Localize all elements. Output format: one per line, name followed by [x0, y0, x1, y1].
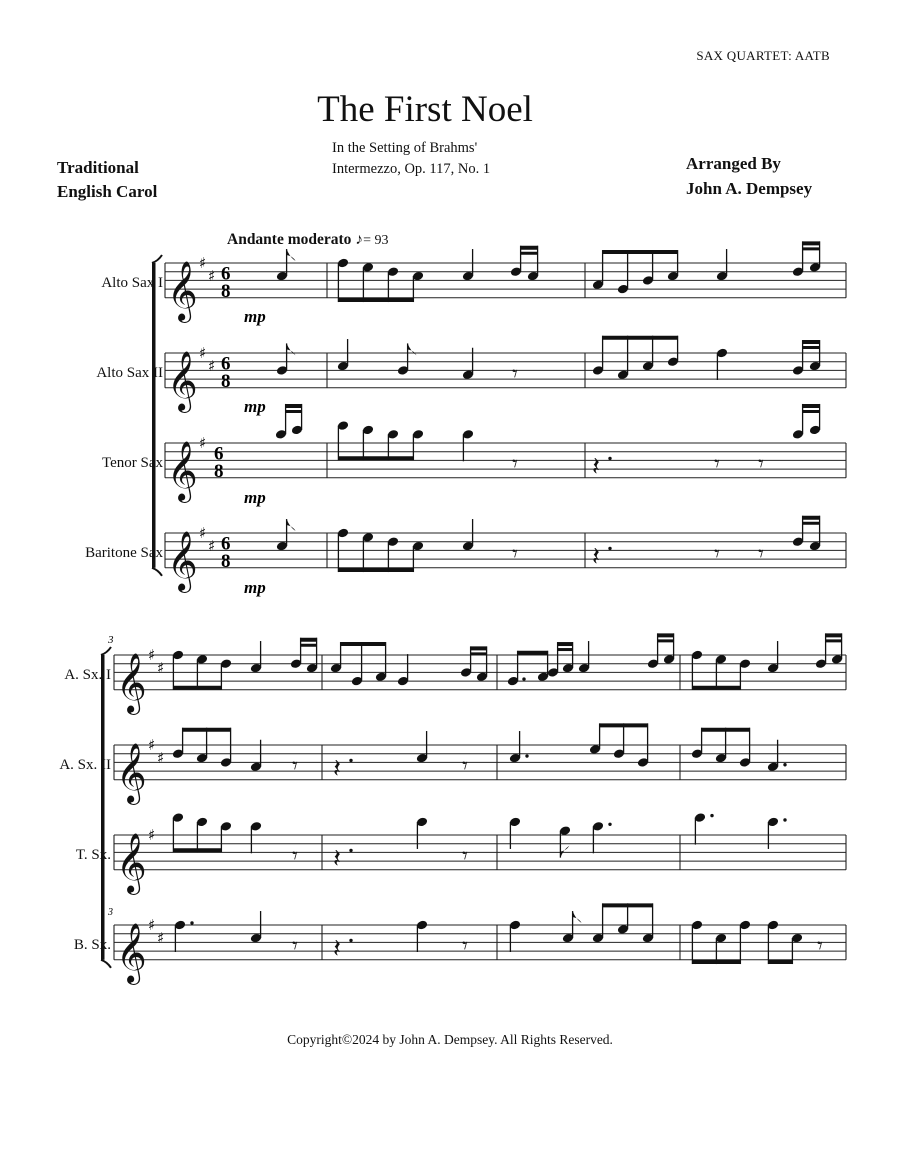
treble-clef-icon: 𝄞 — [167, 530, 198, 591]
ensemble-label: SAX QUARTET: AATB — [696, 48, 830, 63]
time-sig-top: 6 — [221, 353, 231, 375]
instrument-label-b-sx: B. Sx. — [73, 937, 111, 953]
sharp-icon: ♯ — [208, 267, 216, 286]
time-sig-bottom: 8 — [214, 460, 224, 482]
instrument-label-tenor-sax: Tenor Sax — [101, 455, 163, 471]
beam — [803, 247, 820, 250]
sharp-icon: ♯ — [148, 736, 156, 754]
eighth-note-icon: ♪ — [355, 231, 364, 248]
quarter-rest-icon: 𝄽 — [333, 844, 341, 875]
eighth-rest-icon: 𝄾 — [512, 452, 518, 478]
beam — [803, 340, 820, 344]
beam — [658, 639, 674, 642]
sharp-icon: ♯ — [199, 344, 207, 362]
arranger-line-2: John A. Dempsey — [686, 179, 813, 198]
eighth-rest-icon: 𝄾 — [758, 452, 764, 478]
system-2 — [101, 633, 846, 984]
eighth-rest-icon: 𝄾 — [292, 844, 298, 870]
dot — [522, 677, 525, 680]
instrument-label-alto-sax-1: Alto Sax I — [101, 275, 163, 291]
time-sig-top: 6 — [214, 443, 224, 465]
sharp-icon: ♯ — [208, 357, 216, 376]
beam — [173, 848, 221, 852]
sharp-icon: ♯ — [199, 434, 207, 452]
subtitle-line-2: Intermezzo, Op. 117, No. 1 — [332, 161, 491, 177]
system-bracket — [152, 263, 156, 568]
beam — [521, 252, 538, 255]
composer-line-2: English Carol — [57, 182, 158, 201]
instrument-labels — [59, 275, 163, 953]
sharp-icon: ♯ — [157, 929, 165, 948]
composer-line-1: Traditional — [57, 158, 139, 177]
quarter-rest-icon: 𝄽 — [333, 754, 341, 785]
beam — [521, 246, 538, 250]
note-flag — [287, 343, 296, 355]
treble-clef-icon: 𝄞 — [116, 742, 147, 803]
system-1 — [152, 241, 846, 592]
treble-clef-icon: 𝄞 — [116, 652, 147, 713]
dot — [349, 759, 352, 762]
tempo-text: Andante moderato — [227, 231, 352, 248]
dot — [608, 823, 611, 826]
eighth-rest-icon: 𝄾 — [714, 452, 720, 478]
eighth-rest-icon: 𝄾 — [462, 934, 468, 960]
dot — [608, 457, 611, 460]
instrument-label-a-sx-2: A. Sx. II — [59, 757, 111, 773]
dot — [783, 818, 786, 821]
bracket-top — [152, 255, 162, 263]
beam — [803, 516, 820, 520]
treble-clef-icon: 𝄞 — [167, 440, 198, 501]
bracket-bottom — [101, 960, 111, 968]
sharp-icon: ♯ — [148, 826, 156, 844]
beam — [338, 456, 413, 460]
dot — [783, 763, 786, 766]
beam — [826, 633, 842, 637]
beam — [803, 522, 820, 525]
tempo-value: = 93 — [363, 233, 389, 248]
eighth-rest-icon: 𝄾 — [714, 542, 720, 568]
beam — [286, 410, 302, 413]
beam — [338, 298, 413, 302]
measure-number: 3 — [108, 634, 114, 646]
eighth-rest-icon: 𝄾 — [462, 844, 468, 870]
beam — [692, 960, 740, 964]
quarter-rest-icon: 𝄽 — [592, 542, 600, 573]
page-title: The First Noel — [317, 89, 533, 130]
beam — [173, 686, 221, 690]
treble-clef-icon: 𝄞 — [167, 350, 198, 411]
beam — [341, 642, 386, 646]
note-flag — [287, 249, 296, 261]
eighth-rest-icon: 𝄾 — [292, 934, 298, 960]
sharp-icon: ♯ — [148, 646, 156, 664]
beam — [658, 633, 674, 637]
dynamic-mark: mp — [244, 397, 266, 416]
beam — [702, 728, 750, 732]
quarter-rest-icon: 𝄽 — [592, 452, 600, 483]
dynamic-mark: mp — [244, 578, 266, 597]
treble-clef-icon: 𝄞 — [116, 922, 147, 983]
quarter-rest-icon: 𝄽 — [333, 934, 341, 965]
dynamic-mark: mp — [244, 307, 266, 326]
sharp-icon: ♯ — [148, 916, 156, 934]
subtitle-line-1: In the Setting of Brahms' — [332, 140, 478, 156]
beam — [600, 723, 648, 727]
bracket-bottom — [152, 568, 162, 576]
beam — [518, 651, 548, 655]
sharp-icon: ♯ — [199, 254, 207, 272]
beam — [471, 652, 487, 655]
beam — [692, 686, 740, 690]
beam — [826, 639, 842, 642]
beam — [768, 960, 792, 964]
beam — [558, 648, 573, 651]
beam — [803, 346, 820, 349]
time-sig-top: 6 — [221, 263, 231, 285]
beam — [803, 404, 820, 408]
sharp-icon: ♯ — [199, 524, 207, 542]
time-sig-bottom: 8 — [221, 550, 231, 572]
treble-clef-icon: 𝄞 — [167, 260, 198, 321]
eighth-rest-icon: 𝄾 — [512, 542, 518, 568]
sharp-icon: ♯ — [208, 537, 216, 556]
arranger-line-1: Arranged By — [686, 154, 781, 173]
dot — [710, 814, 713, 817]
sharp-icon: ♯ — [157, 749, 165, 768]
beam — [558, 642, 573, 646]
beam — [803, 241, 820, 245]
dot — [349, 939, 352, 942]
beam — [183, 728, 231, 732]
instrument-label-a-sx-1: A. Sx. I — [64, 667, 111, 683]
instrument-label-alto-sax-2: Alto Sax II — [96, 365, 163, 381]
beam — [338, 568, 413, 572]
note-flag — [560, 846, 569, 858]
dot — [608, 547, 611, 550]
eighth-rest-icon: 𝄾 — [817, 934, 823, 960]
bracket-top — [101, 647, 111, 655]
dot — [190, 921, 193, 924]
beam — [603, 250, 678, 254]
note-flag — [408, 343, 417, 355]
copyright-notice: Copyright©2024 by John A. Dempsey. All Rights Reserved. — [287, 1032, 613, 1047]
eighth-rest-icon: 𝄾 — [292, 754, 298, 780]
note-flag — [287, 519, 296, 531]
dot — [349, 849, 352, 852]
beam — [301, 638, 317, 642]
beam — [471, 646, 487, 650]
tuplet-number: 3 — [108, 907, 113, 918]
beam — [603, 903, 653, 907]
eighth-rest-icon: 𝄾 — [758, 542, 764, 568]
eighth-rest-icon: 𝄾 — [512, 362, 518, 388]
beam — [603, 336, 678, 340]
dot — [525, 754, 528, 757]
beam — [286, 404, 302, 408]
system-bracket — [101, 655, 105, 960]
treble-clef-icon: 𝄞 — [116, 832, 147, 893]
eighth-rest-icon: 𝄾 — [462, 754, 468, 780]
time-sig-bottom: 8 — [221, 370, 231, 392]
beam — [301, 644, 317, 647]
instrument-label-baritone-sax: Baritone Sax — [85, 545, 163, 561]
dynamic-mark: mp — [244, 488, 266, 507]
sharp-icon: ♯ — [157, 659, 165, 678]
beam — [803, 410, 820, 413]
time-sig-top: 6 — [221, 533, 231, 555]
instrument-label-t-sx: T. Sx. — [75, 847, 111, 863]
time-sig-bottom: 8 — [221, 280, 231, 302]
note-flag — [573, 911, 582, 923]
